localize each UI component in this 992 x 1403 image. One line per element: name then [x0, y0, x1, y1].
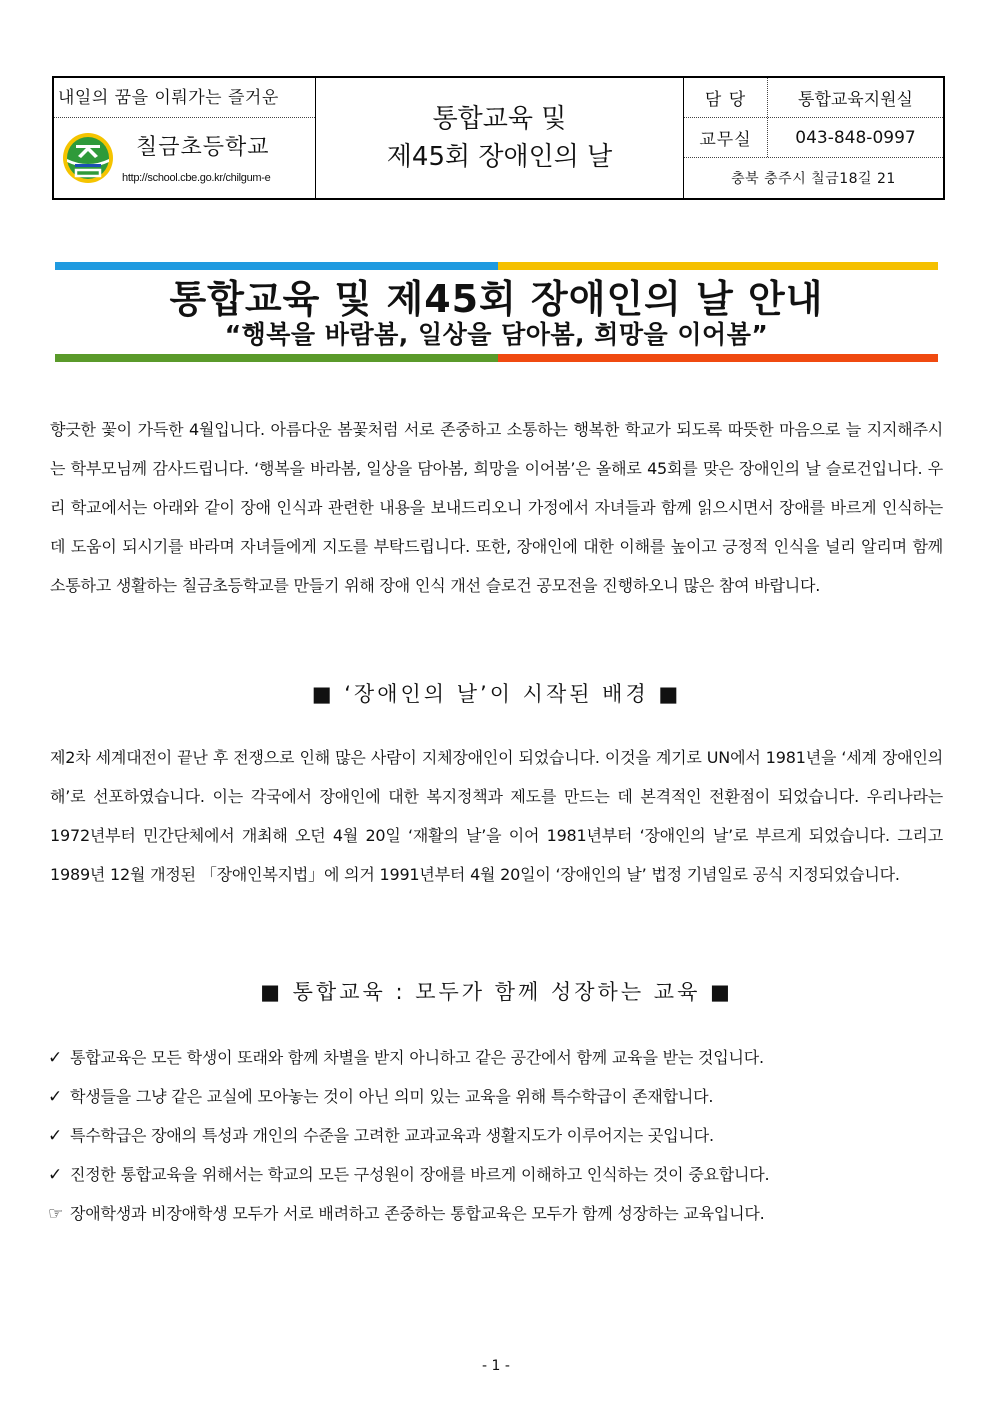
list-item-text: 학생들을 그냥 같은 교실에 모아놓는 것이 아닌 의미 있는 교육을 위해 특수학급이 존재합니다.: [70, 1087, 714, 1106]
school-name: 칠금초등학교: [136, 135, 270, 160]
contact-value: 통합교육지원실: [798, 90, 913, 110]
background-paragraph: 제2차 세계대전이 끝난 후 전쟁으로 인해 많은 사람이 지체장애인이 되었습니다. 이것을 계기로 UN에서 1981년을 ‘세계 장애인의 해’로 선포하였습니다. 이는 각국에서 장애인에 대한 복지정책과 제도를 만드는 데 본격적인 전환점이 되었습니다. 우리나라는 1972년부터 민간단체에서 개최해 오던 4월 20일 ‘재활의 날’을 이어 1981년부터 ‘장애인의 날’로 부르게 되었습니다. 그리고 1989년 12월 개정된 「장애인복지법」에 의거 1991년부터 4월 20일이 ‘장애인의 날’ 법정 기념일로 공식 지정되었습니다.: [50, 748, 943, 884]
intro-paragraph: 향긋한 꽃이 가득한 4월입니다. 아름다운 봄꽃처럼 서로 존중하고 소통하는 행복한 학교가 되도록 따뜻한 마음으로 늘 지지해주시는 학부모님께 감사드립니다. ‘행복을 바라봄, 일상을 담아봄, 희망을 이어봄’은 올해로 45회를 맞은 장애인의 날 슬로건입니다. 우리 학교에서는 아래와 같이 장애 인식과 관련한 내용을 보내드리오니 가정에서 자녀들과 함께 읽으시면서 장애를 바르게 인식하는 데 도움이 되시기를 바라며 자녀들에게 지도를 부탁드립니다. 또한, 장애인에 대한 이해를 높이고 긍정적 인식을 널리 알리며 함께 소통하고 생활하는 칠금초등학교를 만들기 위해 장애 인식 개선 슬로건 공모전을 진행하오니 많은 참여 바랍니다.: [50, 420, 943, 595]
section-heading-background: ■ ‘장애인의 날’이 시작된 배경 ■: [311, 682, 682, 706]
list-item: [48, 1038, 941, 1077]
contact-row-office: [684, 118, 943, 158]
banner-bar-bottom-right: [498, 354, 938, 362]
list-item-text: 특수학급은 장애의 특성과 개인의 수준을 고려한 교과교육과 생활지도가 이루어지는 곳입니다.: [70, 1126, 714, 1145]
inclusive-education-list: [48, 1038, 941, 1233]
check-icon: ✓: [48, 1087, 63, 1107]
section-heading-inclusive-education: ■ 통합교육 : 모두가 함께 성장하는 교육 ■: [260, 980, 733, 1004]
list-item: [48, 1116, 941, 1155]
list-item-text: 통합교육은 모든 학생이 또래와 함께 차별을 받지 아니하고 같은 공간에서 함께 교육을 받는 것입니다.: [70, 1048, 764, 1067]
contact-value: 043-848-0997: [795, 127, 916, 148]
letter-title-line1: 통합교육 및: [432, 104, 567, 134]
school-info-cell: [54, 78, 316, 198]
letter-title-cell: [316, 78, 684, 198]
contact-cell: [684, 78, 943, 198]
slogan: “행복을 바람봄, 일상을 담아봄, 희망을 이어봄”: [224, 320, 769, 349]
school-motto: 내일의 꿈을 이뤄가는 즐거운: [54, 78, 315, 118]
pointing-hand-icon: ☞: [48, 1204, 64, 1224]
list-item: [48, 1194, 941, 1233]
letter-header: [52, 76, 945, 200]
check-icon: ✓: [48, 1048, 63, 1068]
check-icon: ✓: [48, 1165, 63, 1185]
list-item: [48, 1077, 941, 1116]
main-title: 통합교육 및 제45회 장애인의 날 안내: [169, 277, 824, 321]
page-number: - 1 -: [482, 1358, 510, 1374]
school-url: http://school.cbe.go.kr/chilgum-e: [122, 172, 271, 184]
list-item: [48, 1155, 941, 1194]
contact-label: 교무실: [684, 118, 768, 157]
school-logo-icon: [62, 132, 114, 184]
contact-label: 담 당: [684, 78, 768, 117]
list-item-text: 장애학생과 비장애학생 모두가 서로 배려하고 존중하는 통합교육은 모두가 함께 성장하는 교육입니다.: [70, 1204, 765, 1223]
contact-row-manager: [684, 78, 943, 118]
list-item-text: 진정한 통합교육을 위해서는 학교의 모든 구성원이 장애를 바르게 이해하고 인식하는 것이 중요합니다.: [70, 1165, 770, 1184]
school-address: 충북 충주시 칠금18길 21: [731, 171, 896, 187]
banner-bar-bottom-left: [55, 354, 498, 362]
letter-title-line2: 제45회 장애인의 날: [386, 142, 613, 172]
check-icon: ✓: [48, 1126, 63, 1146]
